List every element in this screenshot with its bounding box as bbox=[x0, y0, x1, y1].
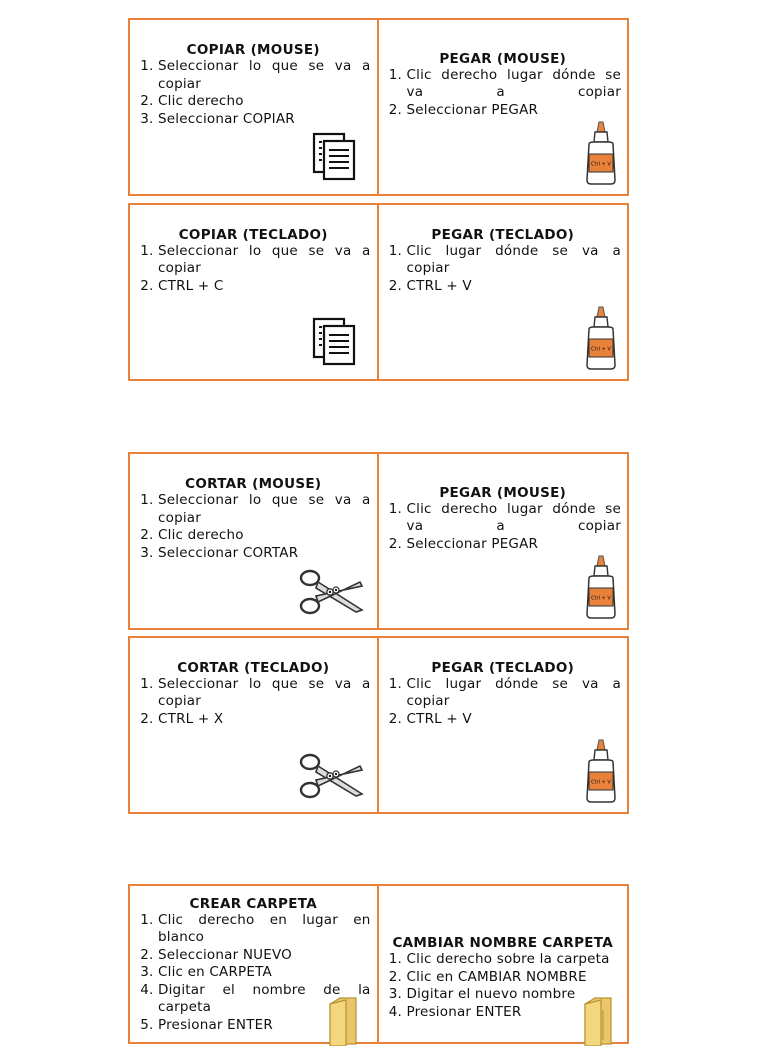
cell-cortar-mouse bbox=[130, 454, 379, 628]
step-item: 5. Presionar ENTER bbox=[158, 1017, 371, 1035]
step-item: 2. CTRL + X bbox=[158, 711, 371, 729]
step-item: 2. Clic derecho bbox=[158, 527, 371, 545]
folder-icon bbox=[326, 996, 360, 1046]
glue-label: Ctrl + V bbox=[590, 595, 611, 602]
folder-icon bbox=[581, 996, 615, 1046]
card-cortar-mouse bbox=[128, 452, 629, 630]
glue-bottle-icon bbox=[583, 554, 619, 620]
step-item: 2. Seleccionar PEGAR bbox=[407, 102, 622, 120]
card-title: COPIAR (MOUSE) bbox=[186, 42, 320, 58]
documents-icon bbox=[312, 132, 358, 182]
step-item: 3. Seleccionar CORTAR bbox=[158, 545, 371, 563]
card-title: PEGAR (MOUSE) bbox=[439, 484, 567, 501]
step-item: 1. Clic lugar dónde se va a copiar bbox=[407, 243, 622, 278]
cell-cambiar-nombre-carpeta bbox=[379, 886, 628, 1042]
documents-icon bbox=[312, 317, 358, 367]
step-item: 1. Clic derecho sobre la carpeta bbox=[407, 951, 622, 969]
glue-label: Ctrl + V bbox=[590, 161, 611, 168]
step-item: 2. Seleccionar NUEVO bbox=[158, 947, 371, 965]
step-item: 2. Seleccionar PEGAR bbox=[407, 536, 622, 554]
step-item: 1. Seleccionar lo que se va a copiar bbox=[158, 243, 371, 278]
card-title: PEGAR (TECLADO) bbox=[431, 659, 575, 676]
step-item: 2. CTRL + V bbox=[407, 278, 622, 296]
cell-crear-carpeta bbox=[130, 886, 379, 1042]
card-title: CORTAR (MOUSE) bbox=[185, 476, 322, 492]
step-item: 1. Seleccionar lo que se va a copiar bbox=[158, 676, 371, 711]
cell-copiar-teclado bbox=[130, 205, 379, 379]
step-item: 4. Digitar el nombre de la carpeta bbox=[158, 982, 371, 1017]
steps-list bbox=[136, 243, 371, 296]
step-item: 1. Clic derecho en lugar en blanco bbox=[158, 912, 371, 947]
card-title: PEGAR (MOUSE) bbox=[439, 50, 567, 67]
steps-list bbox=[136, 58, 371, 128]
card-title: CAMBIAR NOMBRE CARPETA bbox=[392, 935, 614, 951]
cell-pegar-mouse bbox=[379, 20, 628, 194]
scissors-icon bbox=[298, 566, 366, 620]
cell-cortar-teclado bbox=[130, 638, 379, 812]
glue-label: Ctrl + V bbox=[590, 346, 611, 353]
card-title: COPIAR (TECLADO) bbox=[178, 226, 328, 243]
glue-bottle-icon bbox=[583, 120, 619, 186]
cell-copiar-mouse bbox=[130, 20, 379, 194]
step-item: 3. Clic en CARPETA bbox=[158, 964, 371, 982]
steps-list bbox=[136, 492, 371, 562]
step-item: 2. Clic derecho bbox=[158, 93, 371, 111]
cell-pegar-teclado bbox=[379, 205, 628, 379]
card-title: CREAR CARPETA bbox=[189, 895, 317, 912]
card-copiar-teclado bbox=[128, 203, 629, 381]
step-item: 2. CTRL + V bbox=[407, 711, 622, 729]
step-item: 3. Digitar el nuevo nombre bbox=[407, 986, 622, 1004]
steps-list bbox=[385, 676, 622, 729]
glue-bottle-icon bbox=[583, 305, 619, 371]
step-item: 2. CTRL + C bbox=[158, 278, 371, 296]
steps-list bbox=[385, 67, 622, 120]
scissors-icon bbox=[298, 750, 366, 804]
cell-pegar-teclado bbox=[379, 638, 628, 812]
glue-label: Ctrl + V bbox=[590, 779, 611, 786]
step-item: 1. Seleccionar lo que se va a copiar bbox=[158, 492, 371, 527]
steps-list bbox=[136, 676, 371, 729]
card-carpeta bbox=[128, 884, 629, 1044]
card-copiar-mouse bbox=[128, 18, 629, 196]
step-item: 1. Clic derecho lugar dónde se va a copiar bbox=[407, 67, 622, 102]
step-item: 4. Presionar ENTER bbox=[407, 1004, 622, 1022]
cell-pegar-mouse bbox=[379, 454, 628, 628]
steps-list bbox=[385, 243, 622, 296]
card-title: CORTAR (TECLADO) bbox=[177, 659, 330, 676]
glue-bottle-icon bbox=[583, 738, 619, 804]
step-item: 2. Clic en CAMBIAR NOMBRE bbox=[407, 969, 622, 987]
step-item: 1. Clic lugar dónde se va a copiar bbox=[407, 676, 622, 711]
card-title: PEGAR (TECLADO) bbox=[431, 226, 575, 243]
step-item: 1. Seleccionar lo que se va a copiar bbox=[158, 58, 371, 93]
step-item: 3. Seleccionar COPIAR bbox=[158, 111, 371, 129]
card-cortar-teclado bbox=[128, 636, 629, 814]
steps-list bbox=[385, 501, 622, 554]
step-item: 1. Clic derecho lugar dónde se va a copiar bbox=[407, 501, 622, 536]
